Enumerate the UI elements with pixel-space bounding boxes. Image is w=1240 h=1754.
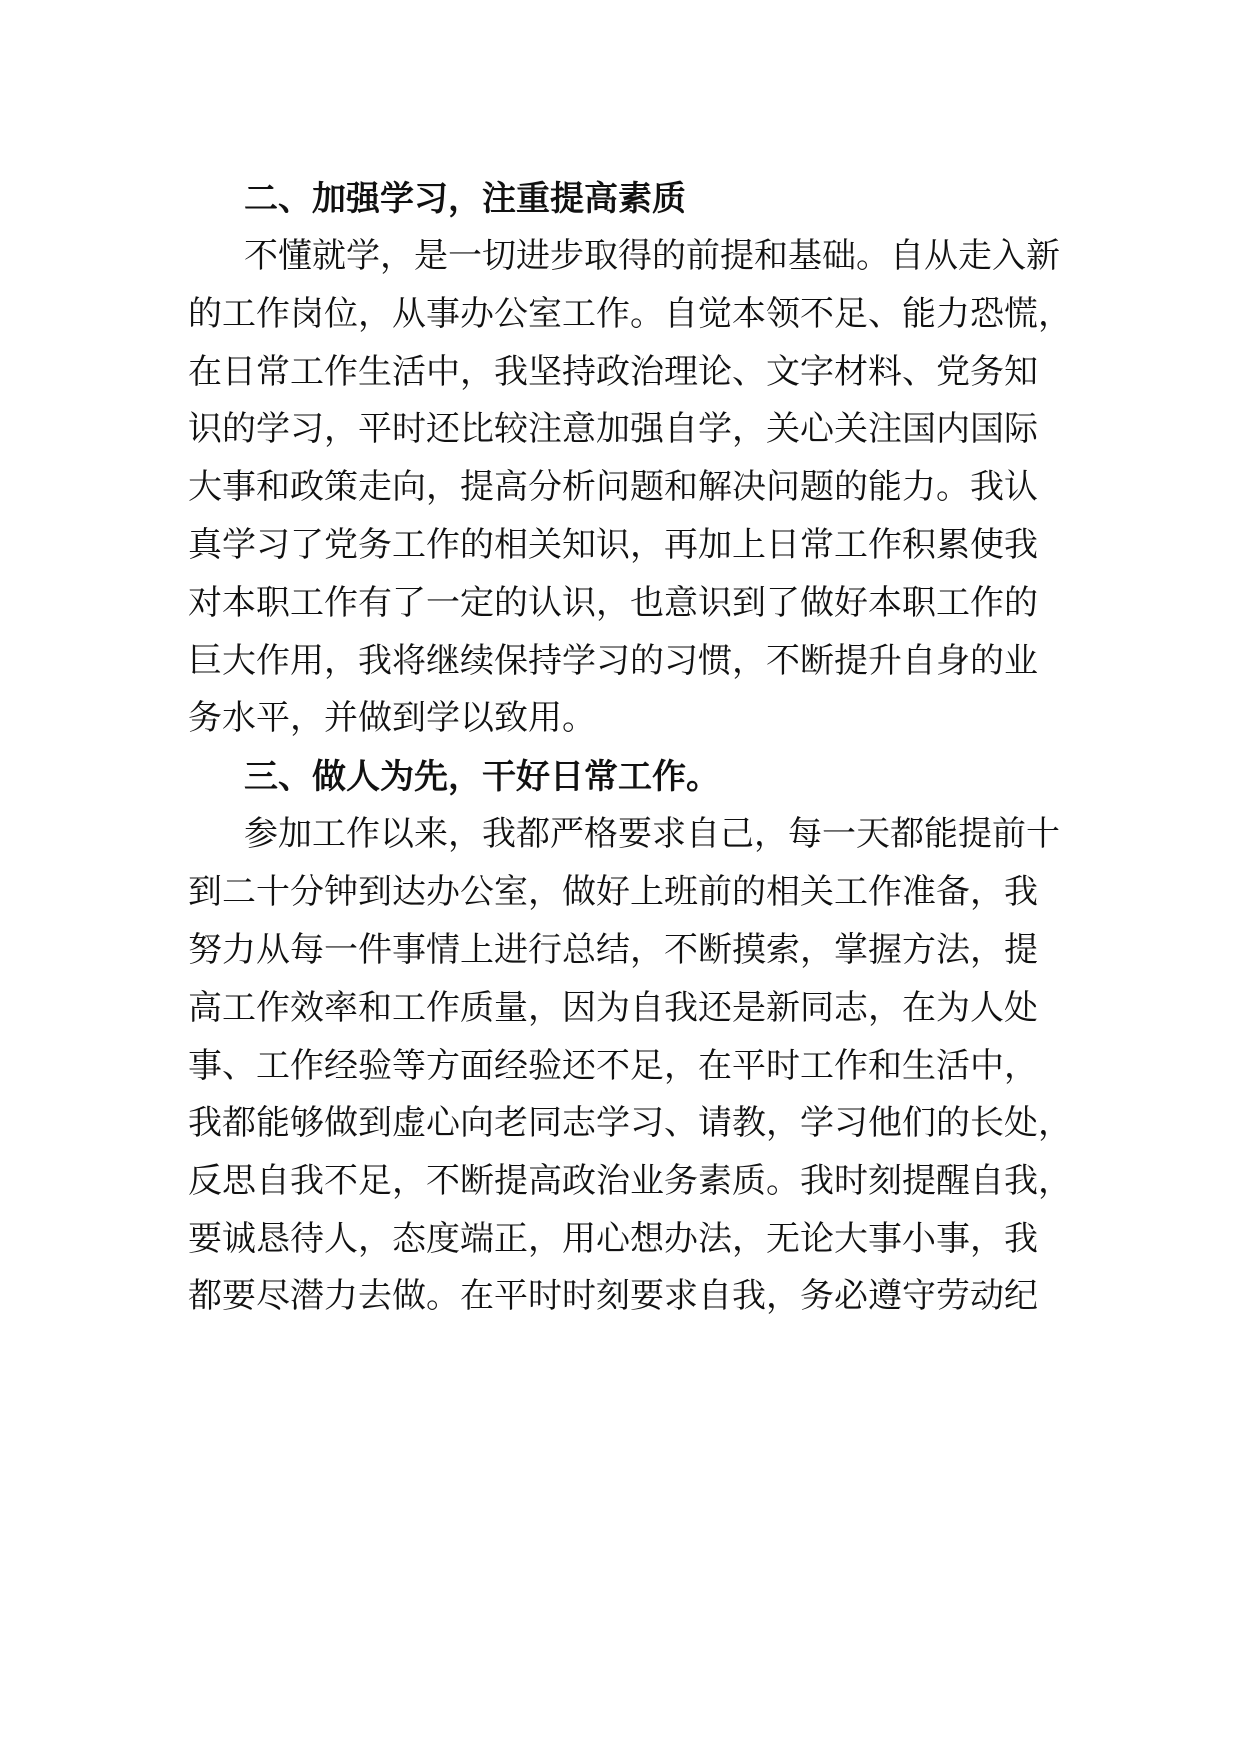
paragraph-line: 真学习了党务工作的相关知识，再加上日常工作积累使我 [188, 525, 1038, 565]
paragraph-line: 对本职工作有了一定的认识，也意识到了做好本职工作的 [188, 583, 1038, 623]
paragraph-line: 事、工作经验等方面经验还不足，在平时工作和生活中， [188, 1046, 1038, 1086]
paragraph-line: 巨大作用，我将继续保持学习的习惯，不断提升自身的业 [188, 641, 1038, 681]
paragraph-line: 高工作效率和工作质量，因为自我还是新同志，在为人处 [188, 988, 1038, 1028]
paragraph-line: 要诚恳待人，态度端正，用心想办法，无论大事小事，我 [188, 1219, 1038, 1259]
paragraph-line: 的工作岗位，从事办公室工作。自觉本领不足、能力恐慌， [188, 294, 1072, 334]
paragraph-line: 参加工作以来，我都严格要求自己，每一天都能提前十 [244, 814, 1060, 854]
paragraph-line: 不懂就学，是一切进步取得的前提和基础。自从走入新 [244, 236, 1060, 276]
paragraph-line: 我都能够做到虚心向老同志学习、请教，学习他们的长处， [188, 1103, 1072, 1143]
paragraph-line: 努力从每一件事情上进行总结，不断摸索，掌握方法，提 [188, 930, 1038, 970]
paragraph-line: 到二十分钟到达办公室，做好上班前的相关工作准备，我 [188, 872, 1038, 912]
section-heading-2: 二、加强学习，注重提高素质 [244, 179, 686, 219]
paragraph-line: 大事和政策走向，提高分析问题和解决问题的能力。我认 [188, 467, 1038, 507]
paragraph-line: 识的学习，平时还比较注意加强自学，关心关注国内国际 [188, 409, 1038, 449]
paragraph-line: 务水平，并做到学以致用。 [188, 698, 596, 738]
paragraph-line: 在日常工作生活中，我坚持政治理论、文字材料、党务知 [188, 352, 1038, 392]
paragraph-line: 都要尽潜力去做。在平时时刻要求自我，务必遵守劳动纪 [188, 1276, 1038, 1316]
section-heading-3: 三、做人为先，干好日常工作。 [244, 757, 720, 797]
paragraph-line: 反思自我不足，不断提高政治业务素质。我时刻提醒自我， [188, 1161, 1072, 1201]
